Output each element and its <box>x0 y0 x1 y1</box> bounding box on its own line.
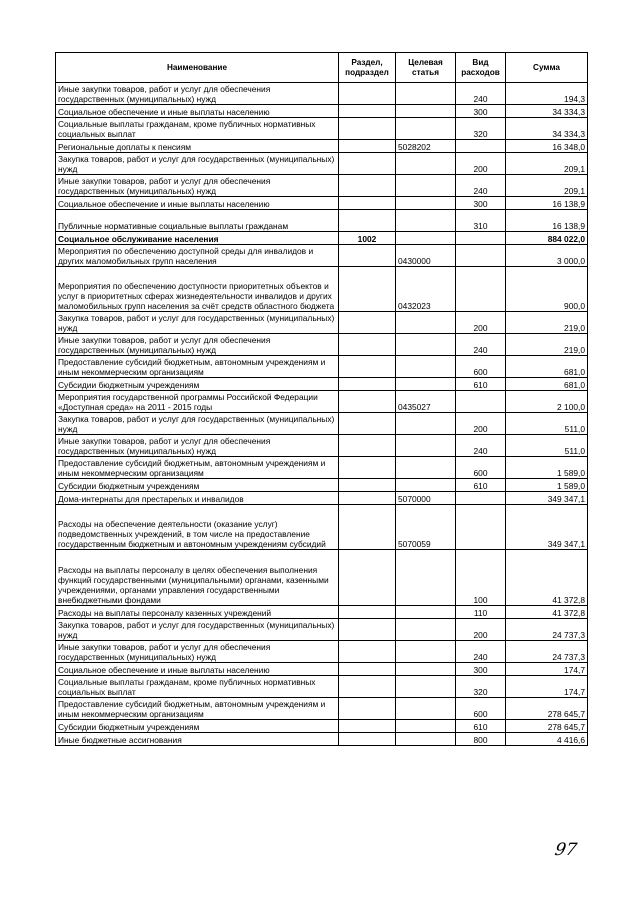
table-row <box>56 733 588 746</box>
cell-target <box>396 479 456 492</box>
cell-type: 240 <box>456 83 506 105</box>
cell-type: 320 <box>456 676 506 698</box>
cell-type: 300 <box>456 105 506 118</box>
table-row <box>56 457 588 479</box>
cell-target <box>396 676 456 698</box>
cell-sum: 34 334,3 <box>506 105 588 118</box>
cell-target <box>396 698 456 720</box>
table-row <box>56 83 588 105</box>
table-row <box>56 619 588 641</box>
cell-type: 300 <box>456 663 506 676</box>
cell-target: 0435027 <box>396 391 456 413</box>
table-row <box>56 197 588 210</box>
cell-name: Субсидии бюджетным учреждениям <box>56 479 339 492</box>
cell-target: 5028202 <box>396 140 456 153</box>
cell-section <box>339 720 396 733</box>
cell-section <box>339 153 396 175</box>
cell-sum: 41 372,8 <box>506 550 588 606</box>
cell-name: Социальные выплаты гражданам, кроме публичных нормативных социальных выплат <box>56 676 339 698</box>
cell-type: 100 <box>456 550 506 606</box>
cell-name: Субсидии бюджетным учреждениям <box>56 720 339 733</box>
cell-section <box>339 663 396 676</box>
cell-name: Предоставление субсидий бюджетным, автономным учреждениям и иным некоммерческим организациям <box>56 457 339 479</box>
cell-type: 110 <box>456 606 506 619</box>
cell-target <box>396 641 456 663</box>
cell-section <box>339 378 396 391</box>
table-row <box>56 413 588 435</box>
budget-table <box>55 52 588 746</box>
cell-target: 0432023 <box>396 267 456 312</box>
table-row <box>56 356 588 378</box>
cell-name: Социальное обеспечение и иные выплаты населению <box>56 105 339 118</box>
cell-sum: 34 334,3 <box>506 118 588 140</box>
cell-name: Мероприятия по обеспечению доступной среды для инвалидов и других маломобильных групп населения <box>56 245 339 267</box>
table-row <box>56 312 588 334</box>
table-row <box>56 245 588 267</box>
cell-section <box>339 197 396 210</box>
cell-section <box>339 492 396 505</box>
cell-section <box>339 140 396 153</box>
cell-name: Иные закупки товаров, работ и услуг для обеспечения государственных (муниципальных) нужд <box>56 334 339 356</box>
cell-target <box>396 720 456 733</box>
cell-section <box>339 391 396 413</box>
cell-type: 800 <box>456 733 506 746</box>
cell-sum: 511,0 <box>506 413 588 435</box>
cell-section <box>339 457 396 479</box>
cell-type: 200 <box>456 413 506 435</box>
header-section: Раздел, подраздел <box>339 53 396 83</box>
cell-target <box>396 118 456 140</box>
table-row <box>56 118 588 140</box>
cell-sum: 3 000,0 <box>506 245 588 267</box>
cell-target: 0430000 <box>396 245 456 267</box>
cell-sum: 278 645,7 <box>506 720 588 733</box>
table-row <box>56 641 588 663</box>
cell-section <box>339 210 396 232</box>
table-row <box>56 676 588 698</box>
cell-type: 610 <box>456 720 506 733</box>
cell-name: Расходы на выплаты персоналу казенных учреждений <box>56 606 339 619</box>
cell-type: 240 <box>456 641 506 663</box>
cell-type: 310 <box>456 210 506 232</box>
cell-section: 1002 <box>339 232 396 245</box>
cell-sum: 16 138,9 <box>506 197 588 210</box>
header-type: Вид расходов <box>456 53 506 83</box>
cell-target <box>396 312 456 334</box>
cell-type <box>456 232 506 245</box>
cell-section <box>339 413 396 435</box>
cell-sum: 278 645,7 <box>506 698 588 720</box>
table-row <box>56 698 588 720</box>
cell-name: Субсидии бюджетным учреждениям <box>56 378 339 391</box>
cell-target <box>396 175 456 197</box>
cell-sum: 219,0 <box>506 312 588 334</box>
cell-name: Социальные выплаты гражданам, кроме публичных нормативных социальных выплат <box>56 118 339 140</box>
cell-name: Дома-интернаты для престарелых и инвалидов <box>56 492 339 505</box>
cell-section <box>339 550 396 606</box>
cell-name: Социальное обеспечение и иные выплаты населению <box>56 197 339 210</box>
cell-type: 240 <box>456 435 506 457</box>
table-row <box>56 550 588 606</box>
cell-sum: 511,0 <box>506 435 588 457</box>
header-name: Наименование <box>56 53 339 83</box>
table-row <box>56 435 588 457</box>
cell-name: Расходы на обеспечение деятельности (оказание услуг) подведомственных учреждений, в том числе на предоставление государственным бюджетным и автономным учреждениям субсидий <box>56 505 339 550</box>
cell-sum: 681,0 <box>506 378 588 391</box>
cell-name: Мероприятия по обеспечению доступности приоритетных объектов и услуг в приоритетных сферах жизнедеятельности инвалидов и других маломобильных групп населения за счёт средств областного бюджета <box>56 267 339 312</box>
table-row <box>56 105 588 118</box>
table-row <box>56 720 588 733</box>
table-row <box>56 210 588 232</box>
cell-sum: 681,0 <box>506 356 588 378</box>
cell-sum: 174,7 <box>506 663 588 676</box>
cell-name: Расходы на выплаты персоналу в целях обеспечения выполнения функций государственными (муниципальными) органами, казенными учреждениями, органами управления государственными внебюджетными фондами <box>56 550 339 606</box>
cell-name: Иные закупки товаров, работ и услуг для обеспечения государственных (муниципальных) нужд <box>56 83 339 105</box>
cell-type: 200 <box>456 153 506 175</box>
cell-name: Социальное обеспечение и иные выплаты населению <box>56 663 339 676</box>
cell-target <box>396 733 456 746</box>
cell-section <box>339 312 396 334</box>
cell-type: 600 <box>456 698 506 720</box>
cell-sum: 209,1 <box>506 175 588 197</box>
cell-type <box>456 492 506 505</box>
cell-section <box>339 698 396 720</box>
cell-target <box>396 334 456 356</box>
header-sum: Сумма <box>506 53 588 83</box>
cell-target <box>396 356 456 378</box>
cell-name: Закупка товаров, работ и услуг для государственных (муниципальных) нужд <box>56 413 339 435</box>
cell-name: Иные закупки товаров, работ и услуг для обеспечения государственных (муниципальных) нужд <box>56 175 339 197</box>
cell-sum: 349 347,1 <box>506 505 588 550</box>
cell-type: 240 <box>456 175 506 197</box>
table-row <box>56 663 588 676</box>
table-row <box>56 479 588 492</box>
cell-name: Мероприятия государственной программы Российской Федерации «Доступная среда» на 2011 - 2015 годы <box>56 391 339 413</box>
cell-target <box>396 210 456 232</box>
cell-name: Иные бюджетные ассигнования <box>56 733 339 746</box>
cell-name: Закупка товаров, работ и услуг для государственных (муниципальных) нужд <box>56 312 339 334</box>
cell-sum: 24 737,3 <box>506 619 588 641</box>
cell-section <box>339 619 396 641</box>
cell-name: Иные закупки товаров, работ и услуг для обеспечения государственных (муниципальных) нужд <box>56 641 339 663</box>
cell-sum: 41 372,8 <box>506 606 588 619</box>
cell-name: Публичные нормативные социальные выплаты гражданам <box>56 210 339 232</box>
cell-section <box>339 435 396 457</box>
cell-section <box>339 505 396 550</box>
cell-sum: 2 100,0 <box>506 391 588 413</box>
cell-name: Предоставление субсидий бюджетным, автономным учреждениям и иным некоммерческим организациям <box>56 698 339 720</box>
table-row <box>56 140 588 153</box>
cell-sum: 219,0 <box>506 334 588 356</box>
cell-section <box>339 356 396 378</box>
cell-target <box>396 663 456 676</box>
cell-sum: 349 347,1 <box>506 492 588 505</box>
table-row <box>56 606 588 619</box>
table-row <box>56 492 588 505</box>
cell-type: 320 <box>456 118 506 140</box>
cell-target <box>396 606 456 619</box>
table-row <box>56 378 588 391</box>
cell-target <box>396 550 456 606</box>
table-row <box>56 334 588 356</box>
cell-target <box>396 413 456 435</box>
table-row <box>56 267 588 312</box>
cell-target <box>396 83 456 105</box>
cell-type <box>456 505 506 550</box>
cell-target: 5070059 <box>396 505 456 550</box>
cell-section <box>339 118 396 140</box>
cell-sum: 194,3 <box>506 83 588 105</box>
table-row <box>56 153 588 175</box>
cell-target <box>396 232 456 245</box>
table-body <box>56 83 588 746</box>
cell-section <box>339 175 396 197</box>
cell-type: 200 <box>456 619 506 641</box>
cell-target <box>396 457 456 479</box>
cell-section <box>339 105 396 118</box>
cell-sum: 4 416,6 <box>506 733 588 746</box>
cell-sum: 16 348,0 <box>506 140 588 153</box>
cell-sum: 16 138,9 <box>506 210 588 232</box>
cell-sum: 900,0 <box>506 267 588 312</box>
cell-name: Предоставление субсидий бюджетным, автономным учреждениям и иным некоммерческим организациям <box>56 356 339 378</box>
cell-type <box>456 267 506 312</box>
cell-target: 5070000 <box>396 492 456 505</box>
cell-name: Закупка товаров, работ и услуг для государственных (муниципальных) нужд <box>56 619 339 641</box>
cell-target <box>396 435 456 457</box>
cell-name: Социальное обслуживание населения <box>56 232 339 245</box>
table-header-row <box>56 53 588 83</box>
cell-type: 240 <box>456 334 506 356</box>
cell-target <box>396 153 456 175</box>
table-row <box>56 232 588 245</box>
cell-sum: 209,1 <box>506 153 588 175</box>
cell-section <box>339 267 396 312</box>
table-row <box>56 505 588 550</box>
cell-type <box>456 140 506 153</box>
cell-type <box>456 245 506 267</box>
cell-name: Иные закупки товаров, работ и услуг для обеспечения государственных (муниципальных) нужд <box>56 435 339 457</box>
cell-type: 300 <box>456 197 506 210</box>
cell-target <box>396 619 456 641</box>
cell-name: Региональные доплаты к пенсиям <box>56 140 339 153</box>
cell-section <box>339 606 396 619</box>
cell-section <box>339 83 396 105</box>
cell-target <box>396 105 456 118</box>
table-row <box>56 175 588 197</box>
header-target: Целевая статья <box>396 53 456 83</box>
table-row <box>56 391 588 413</box>
cell-section <box>339 641 396 663</box>
cell-type <box>456 391 506 413</box>
cell-sum: 1 589,0 <box>506 457 588 479</box>
cell-target <box>396 197 456 210</box>
cell-type: 200 <box>456 312 506 334</box>
cell-sum: 174,7 <box>506 676 588 698</box>
cell-sum: 24 737,3 <box>506 641 588 663</box>
cell-section <box>339 676 396 698</box>
cell-target <box>396 378 456 391</box>
cell-section <box>339 245 396 267</box>
cell-section <box>339 733 396 746</box>
cell-name: Закупка товаров, работ и услуг для государственных (муниципальных) нужд <box>56 153 339 175</box>
page-number: 97 <box>553 840 579 860</box>
cell-type: 600 <box>456 457 506 479</box>
cell-sum: 884 022,0 <box>506 232 588 245</box>
cell-type: 600 <box>456 356 506 378</box>
cell-type: 610 <box>456 378 506 391</box>
cell-sum: 1 589,0 <box>506 479 588 492</box>
cell-section <box>339 334 396 356</box>
cell-type: 610 <box>456 479 506 492</box>
cell-section <box>339 479 396 492</box>
